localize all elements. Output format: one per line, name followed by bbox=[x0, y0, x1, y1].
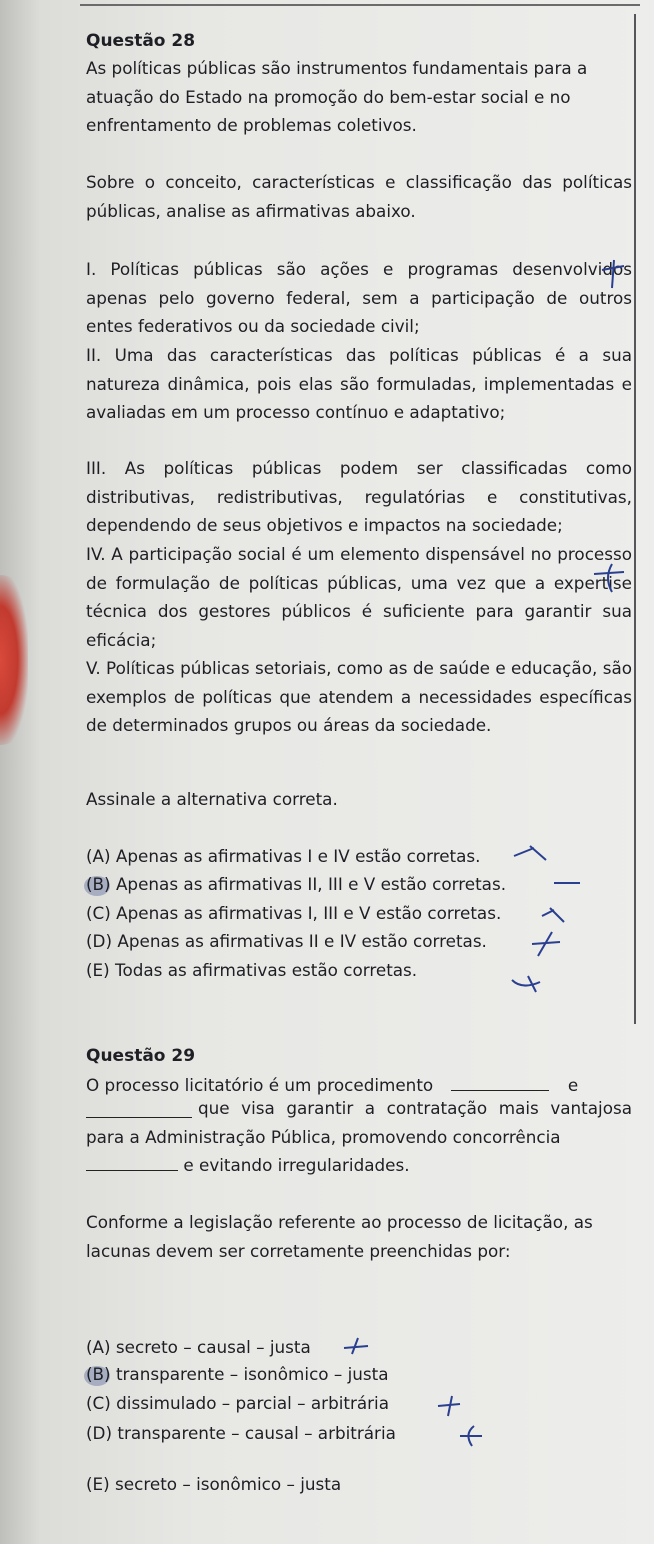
pen-cross-icon bbox=[456, 1422, 484, 1448]
column-divider bbox=[634, 14, 636, 1024]
pen-cross-icon bbox=[510, 970, 544, 998]
option-text: Apenas as afirmativas I, III e V estão corretas. bbox=[116, 903, 502, 923]
blank-1[interactable] bbox=[451, 1074, 549, 1091]
question-29-title: Questão 29 bbox=[86, 1046, 196, 1066]
option-letter: (C) bbox=[86, 1393, 111, 1413]
stem-text: O processo licitatório é um procedimento bbox=[86, 1075, 434, 1095]
statement-2: II. Uma das características das políticas públicas é a sua natureza dinâmica, pois elas são formuladas, implementadas e avaliadas em um processo contínuo e adaptativo; bbox=[86, 345, 632, 422]
question-28-intro: As políticas públicas são instrumentos fundamentais para a atuação do Estado na promoção do bem-estar social e no enfrentamento de problemas coletivos. bbox=[86, 58, 588, 135]
question-28-title: Questão 28 bbox=[86, 31, 196, 51]
red-background-object bbox=[0, 575, 28, 745]
pen-cross-icon bbox=[540, 902, 570, 924]
option-letter: (B) bbox=[86, 874, 111, 894]
pen-cross-icon bbox=[512, 842, 548, 864]
q28-option-a[interactable] bbox=[86, 842, 481, 870]
q29-option-a[interactable] bbox=[86, 1333, 311, 1361]
option-text: Apenas as afirmativas II, III e V estão corretas. bbox=[115, 874, 507, 894]
q29-option-b[interactable] bbox=[86, 1360, 389, 1388]
option-letter: (C) bbox=[86, 903, 111, 923]
question-29-stem-body: que visa garantir a contratação mais vantajosa para a Administração Pública, promovendo concorrência bbox=[86, 1098, 632, 1147]
pen-cross-icon bbox=[436, 1394, 462, 1418]
option-text: transparente – causal – arbitrária bbox=[117, 1423, 396, 1443]
statement-5: V. Políticas públicas setoriais, como as de saúde e educação, são exemplos de políticas que atendem a necessidades específicas de determinados grupos ou áreas da sociedade. bbox=[86, 658, 632, 735]
pen-cross-icon bbox=[530, 928, 564, 958]
option-text: Apenas as afirmativas II e IV estão corretas. bbox=[117, 931, 487, 951]
option-letter: (D) bbox=[86, 931, 113, 951]
question-29-prompt: Conforme a legislação referente ao processo de licitação, as lacunas devem ser corretamente preenchidas por: bbox=[86, 1212, 593, 1261]
statement-3: III. As políticas públicas podem ser classificadas como distributivas, redistributivas, regulatórias e constitutivas, dependendo de seus objetivos e impactos na sociedade; bbox=[86, 458, 632, 535]
q29-option-e[interactable] bbox=[86, 1470, 341, 1498]
q28-option-b[interactable] bbox=[86, 870, 506, 898]
option-letter: (E) bbox=[86, 1474, 110, 1494]
option-letter: (A) bbox=[86, 1337, 111, 1357]
statement-4: IV. A participação social é um elemento dispensável no processo de formulação de políticas públicas, uma vez que a expertise técnica dos gestores públicos é suficiente para garantir sua eficácia; bbox=[86, 544, 632, 650]
option-text: secreto – isonômico – justa bbox=[115, 1474, 342, 1494]
stem-text: e bbox=[567, 1075, 579, 1095]
question-28-prompt: Sobre o conceito, características e classificação das políticas públicas, analise as afirmativas abaixo. bbox=[86, 172, 632, 221]
question-29-stem-line4 bbox=[86, 1151, 410, 1179]
option-text: secreto – causal – justa bbox=[115, 1337, 311, 1357]
pen-cross-icon bbox=[342, 1334, 370, 1356]
q28-option-c[interactable] bbox=[86, 899, 501, 927]
pen-cross-icon bbox=[592, 560, 626, 596]
option-letter: (E) bbox=[86, 960, 110, 980]
page-shadow bbox=[0, 0, 40, 1544]
q29-option-c[interactable] bbox=[86, 1389, 389, 1417]
option-letter: (D) bbox=[86, 1423, 113, 1443]
option-letter: (A) bbox=[86, 846, 111, 866]
option-text: dissimulado – parcial – arbitrária bbox=[116, 1393, 389, 1413]
q28-option-e[interactable] bbox=[86, 956, 417, 984]
question-28-instruction: Assinale a alternativa correta. bbox=[86, 789, 338, 809]
option-letter: (B) bbox=[86, 1364, 111, 1384]
blank-3[interactable] bbox=[86, 1154, 178, 1171]
stem-text: e evitando irregularidades. bbox=[183, 1155, 410, 1175]
statement-1: I. Políticas públicas são ações e programas desenvolvidos apenas pelo governo federal, sem a participação de outros entes federativos ou da sociedade civil; bbox=[86, 259, 632, 336]
option-text: Todas as afirmativas estão corretas. bbox=[115, 960, 418, 980]
pen-dash-icon bbox=[552, 878, 582, 888]
option-text: Apenas as afirmativas I e IV estão corretas. bbox=[115, 846, 481, 866]
option-text: transparente – isonômico – justa bbox=[115, 1364, 389, 1384]
q29-option-d[interactable] bbox=[86, 1419, 396, 1447]
pen-cross-icon bbox=[598, 256, 626, 292]
top-divider bbox=[80, 4, 640, 6]
q28-option-d[interactable] bbox=[86, 927, 487, 955]
